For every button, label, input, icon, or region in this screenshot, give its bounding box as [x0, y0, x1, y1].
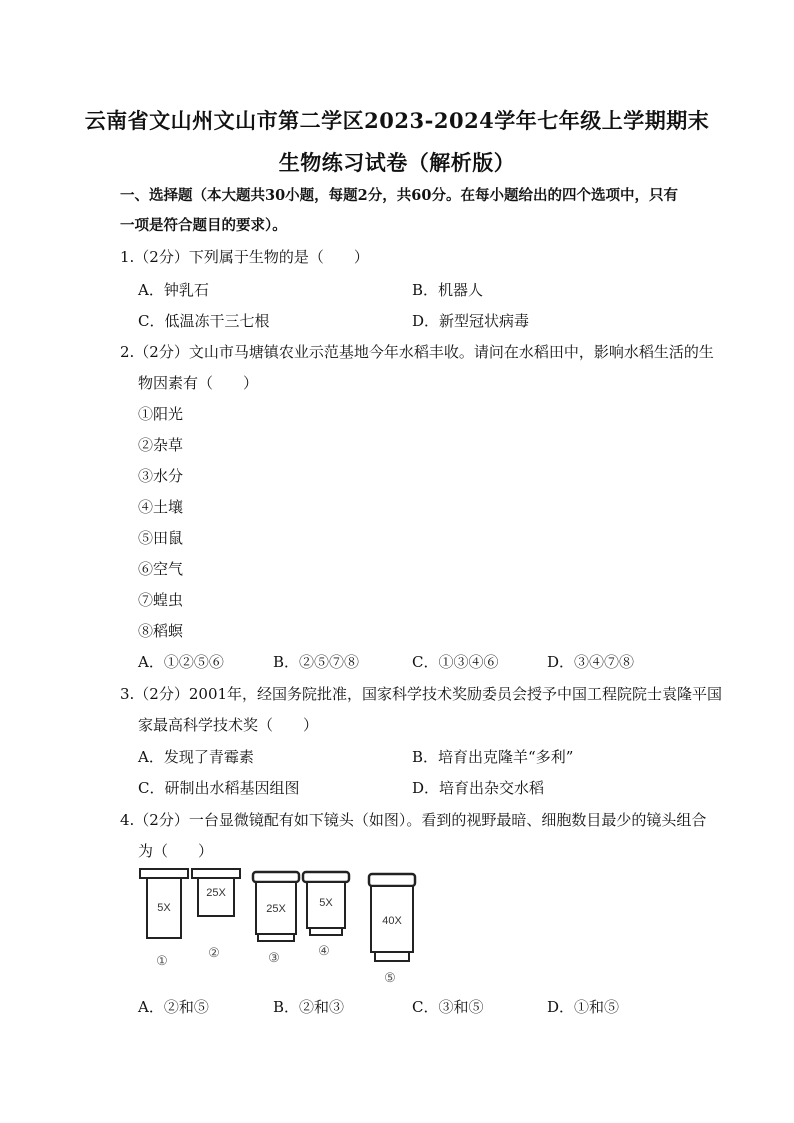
lens-5-number: ⑤: [384, 970, 396, 985]
q3-option-a: A．发现了青霉素: [138, 748, 254, 766]
question-3-stem-line-2: 家最高科学技术奖（ ）: [138, 716, 319, 734]
q4-option-d: D．①和⑤: [547, 998, 620, 1016]
q2-item: ②杂草: [138, 436, 184, 454]
question-2-stem-line-1: 2.（2分）文山市马塘镇农业示范基地今年水稻丰收。请问在水稻田中，影响水稻生活的生: [120, 343, 714, 361]
q1-option-c: C．低温冻干三七根: [138, 312, 270, 330]
section-heading-line-1: 一、选择题（本大题共30小题，每题2分，共60分。在每小题给出的四个选项中，只有: [120, 187, 678, 204]
lens-3-number: ③: [268, 950, 280, 965]
q2-option-a: A．①②⑤⑥: [138, 653, 224, 671]
q2-item: ④土壤: [138, 498, 184, 516]
lens-2-mark: 25X: [206, 887, 226, 899]
lens-5-mark: 40X: [382, 915, 402, 927]
microscope-lenses-figure: [135, 866, 435, 988]
eyepiece-lens-2: [192, 869, 240, 960]
lens-1-number: ①: [156, 953, 168, 968]
q1-option-a: A．钟乳石: [138, 281, 209, 299]
q2-item: ⑦蝗虫: [138, 591, 184, 609]
q2-item: ⑧稻螟: [138, 622, 184, 640]
title-line-1: 云南省文山州文山市第二学区2023-2024学年七年级上学期期末: [84, 108, 710, 133]
question-3-stem-line-1: 3.（2分）2001年，经国务院批准，国家科学技术奖励委员会授予中国工程院院士袁隆平国: [120, 685, 723, 703]
q4-option-a: A．②和⑤: [138, 998, 209, 1016]
objective-lens-4: [303, 872, 349, 958]
q4-option-c: C．③和⑤: [412, 998, 484, 1016]
question-4-stem-line-1: 4.（2分）一台显微镜配有如下镜头（如图）。看到的视野最暗、细胞数目最少的镜头组合: [120, 811, 707, 829]
q2-item: ⑤田鼠: [138, 529, 184, 547]
q2-item: ①阳光: [138, 405, 184, 423]
q4-option-b: B．②和③: [273, 998, 345, 1016]
q2-option-b: B．②⑤⑦⑧: [273, 653, 360, 671]
q3-option-c: C．研制出水稻基因组图: [138, 779, 300, 797]
objective-lens-3: [253, 872, 299, 965]
q3-option-d: D．培育出杂交水稻: [412, 779, 545, 797]
q2-option-c: C．①③④⑥: [412, 653, 499, 671]
q2-option-d: D．③④⑦⑧: [547, 653, 635, 671]
q3-option-b: B．培育出克隆羊“多利”: [412, 748, 574, 766]
objective-lens-5: [369, 874, 415, 985]
title-line-2: 生物练习试卷（解析版）: [278, 150, 516, 175]
lens-2-number: ②: [208, 945, 220, 960]
question-2-stem-line-2: 物因素有（ ）: [138, 374, 259, 392]
section-heading-line-2: 一项是符合题目的要求）。: [120, 217, 287, 234]
lens-3-mark: 25X: [266, 903, 286, 915]
lens-1-mark: 5X: [157, 902, 171, 914]
q2-item: ③水分: [138, 467, 184, 485]
lens-4-mark: 5X: [319, 897, 333, 909]
lens-4-number: ④: [318, 943, 330, 958]
q2-item: ⑥空气: [138, 560, 184, 578]
q1-option-b: B．机器人: [412, 281, 484, 299]
question-1-stem: 1.（2分）下列属于生物的是（ ）: [120, 248, 369, 266]
q1-option-d: D．新型冠状病毒: [412, 312, 530, 330]
question-4-stem-line-2: 为（ ）: [138, 842, 214, 860]
eyepiece-lens-1: [140, 869, 188, 968]
